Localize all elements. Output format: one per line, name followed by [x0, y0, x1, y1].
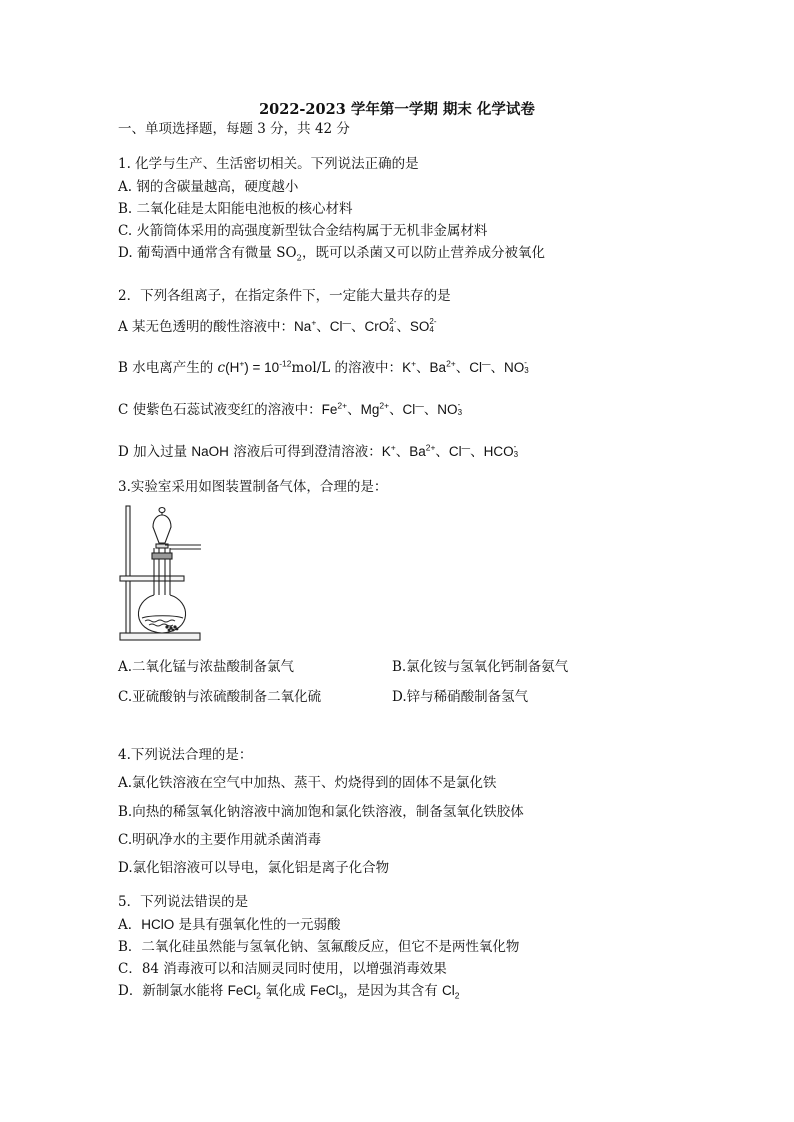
q4-option-a: A.氯化铁溶液在空气中加热、蒸干、灼烧得到的固体不是氯化铁 [118, 775, 497, 791]
q5-option-d: D．新制氯水能将 FeCl$_2$ 氧化成 FeCl$_3$，是因为其含有 $Cl_2$ [118, 983, 460, 1001]
q2-stem: 2．下列各组离子，在指定条件下，一定能大量共存的是 [118, 288, 451, 304]
funnel-body [153, 515, 171, 543]
q2-option-c: C 使紫色石蕊试液变红的溶液中：$Fe^{2+}$、$Mg^{2+}$、Cl—、NO - 3 [118, 400, 463, 418]
section-heading: 一、单项选择题，每题 3 分，共 42 分 [118, 121, 350, 137]
q1-option-a: A. 钢的含碳量越高，硬度越小 [118, 179, 299, 195]
q5-option-c: C．84 消毒液可以和洁厕灵同时使用，以增强消毒效果 [118, 961, 447, 977]
stand-base [120, 633, 200, 640]
q2-option-b: B 水电离产生的 $c(H^+) = 10^{-12}mol/L$ 的溶液中：K+、$Ba^{2+}$、Cl—、NO - 3 [118, 358, 529, 376]
q1-stem: 1. 化学与生产、生活密切相关。下列说法正确的是 [118, 156, 419, 172]
q3-option-c: C.亚硫酸钠与浓硫酸制备二氧化硫 [118, 689, 322, 705]
q1-option-d: D. 葡萄酒中通常含有微量 $SO_2$，既可以杀菌又可以防止营养成分被氧化 [118, 245, 545, 264]
q2-option-d: D 加入过量 NaOH 溶液后可得到澄清溶液：K+、$Ba^{2+}$、Cl—、HCO - 3 [118, 442, 519, 460]
q1-option-c: C. 火箭筒体采用的高强度新型钛合金结构属于无机非金属材料 [118, 223, 488, 239]
q3-option-a: A.二氧化锰与浓盐酸制备氯气 [118, 659, 295, 675]
page-title: 2022-2023 学年第一学期 期末 化学试卷 [259, 101, 535, 118]
round-bottom-flask [138, 595, 185, 633]
q5-option-a: A．HClO 是具有强氧化性的一元弱酸 [118, 917, 341, 933]
q4-stem: 4.下列说法合理的是： [118, 747, 253, 763]
q2-option-a: A 某无色透明的酸性溶液中：Na+、Cl—、CrO 2- 4 、SO 2- 4 [118, 317, 437, 335]
clamp-arm [120, 576, 184, 581]
stand-rod [126, 506, 130, 633]
q3-option-d: D.锌与稀硝酸制备氢气 [392, 689, 529, 705]
q1-option-b: B. 二氧化硅是太阳能电池板的核心材料 [118, 201, 353, 217]
q4-option-b: B.向热的稀氢氧化钠溶液中滴加饱和氯化铁溶液，制备氢氧化铁胶体 [118, 804, 524, 820]
gas-generation-apparatus-figure [115, 503, 207, 643]
q3-option-b: B.氯化铵与氢氧化钙制备氨气 [392, 659, 569, 675]
q5-option-b: B．二氧化硅虽然能与氢氧化钠、氢氟酸反应，但它不是两性氧化物 [118, 939, 520, 955]
q5-stem: 5．下列说法错误的是 [118, 894, 249, 910]
flask-stopper [152, 553, 172, 559]
q3-stem: 3.实验室采用如图装置制备气体，合理的是： [118, 479, 388, 495]
q4-option-d: D.氯化铝溶液可以导电，氯化铝是离子化合物 [118, 860, 390, 876]
q4-option-c: C.明矾净水的主要作用就杀菌消毒 [118, 832, 322, 848]
